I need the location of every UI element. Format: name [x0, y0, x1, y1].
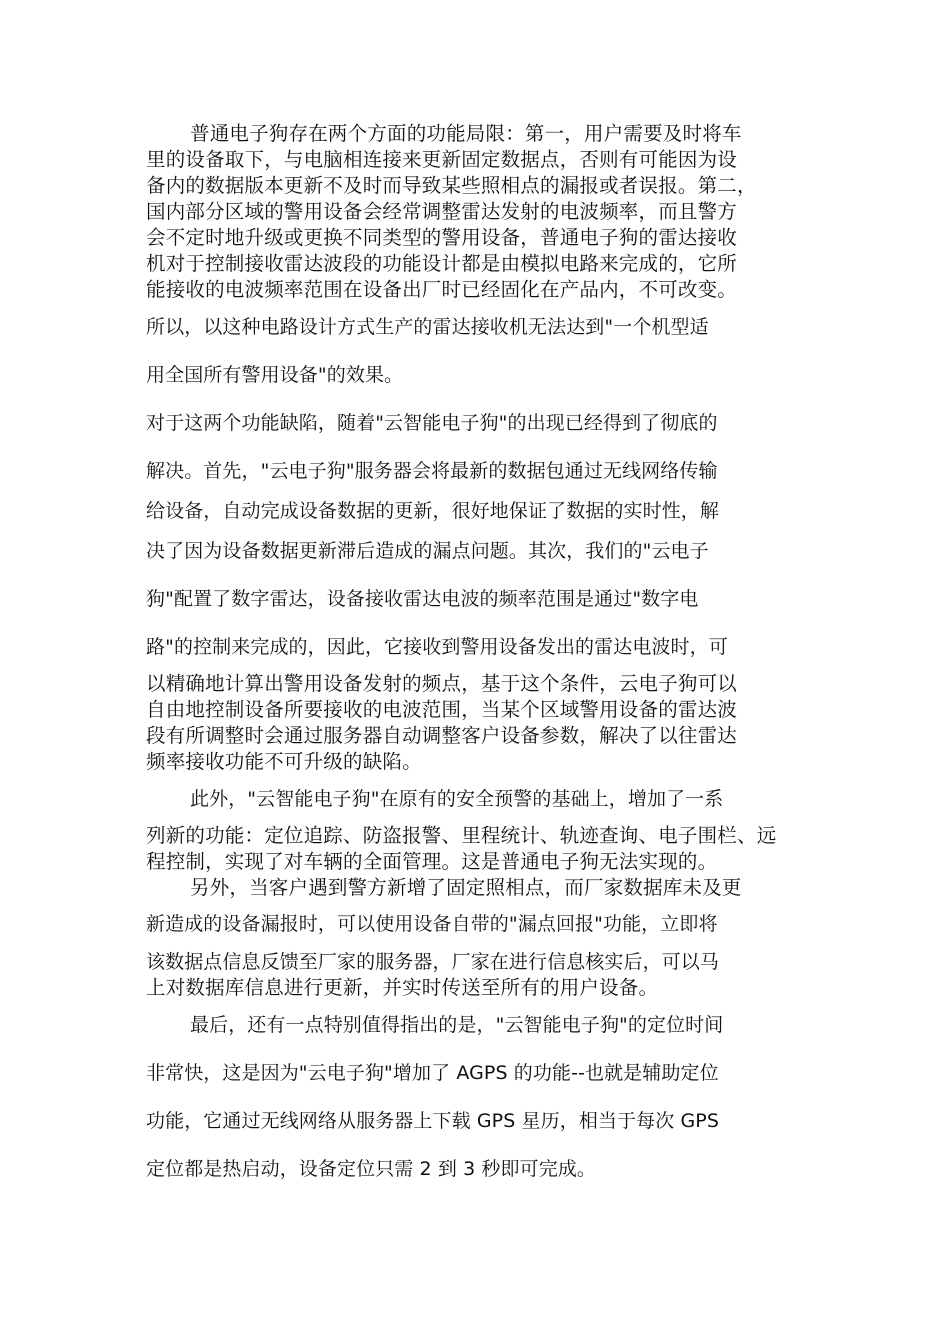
paragraph-2-line-3: 给设备，自动完成设备数据的更新，很好地保证了数据的实时性，解: [146, 500, 720, 522]
paragraph-4-line-3: 该数据点信息反馈至厂家的服务器，厂家在进行信息核实后，可以马: [146, 951, 720, 973]
paragraph-4-line-2: 新造成的设备漏报时，可以使用设备自带的"漏点回报"功能，立即将: [146, 913, 718, 935]
paragraph-1-line-3: 备内的数据版本更新不及时而导致某些照相点的漏报或者误报。第二，: [146, 174, 757, 197]
paragraph-1-line-8: 所以，以这种电路设计方式生产的雷达接收机无法达到"一个机型适: [146, 316, 709, 338]
paragraph-5-line-2: 非常快，这是因为"云电子狗"增加了 AGPS 的功能--也就是辅助定位: [146, 1062, 719, 1084]
paragraph-2-line-8: 自由地控制设备所要接收的电波范围，当某个区域警用设备的雷达波: [146, 698, 738, 721]
paragraph-1-line-4: 国内部分区域的警用设备会经常调整雷达发射的电波频率，而且警方: [146, 200, 738, 223]
paragraph-1-line-9: 用全国所有警用设备"的效果。: [146, 364, 404, 386]
paragraph-3-line-1: 此外，"云智能电子狗"在原有的安全预警的基础上，增加了一系: [190, 788, 724, 810]
paragraph-5-line-3: 功能，它通过无线网络从服务器上下载 GPS 星历，相当于每次 GPS: [146, 1110, 720, 1132]
paragraph-1-line-6: 机对于控制接收雷达波段的功能设计都是由模拟电路来完成的，它所: [146, 252, 738, 275]
paragraph-1-line-5: 会不定时地升级或更换不同类型的警用设备，普通电子狗的雷达接收: [146, 226, 738, 249]
paragraph-5-line-1: 最后，还有一点特别值得指出的是，"云智能电子狗"的定位时间: [190, 1014, 724, 1036]
paragraph-1-line-7: 能接收的电波频率范围在设备出厂时已经固化在产品内，不可改变。: [146, 278, 738, 301]
paragraph-2-line-2: 解决。首先，"云电子狗"服务器会将最新的数据包通过无线网络传输: [146, 460, 718, 482]
paragraph-2-line-7: 以精确地计算出警用设备发射的频点，基于这个条件，云电子狗可以: [146, 672, 738, 695]
paragraph-2-line-1: 对于这两个功能缺陷，随着"云智能电子狗"的出现已经得到了彻底的: [146, 412, 718, 434]
paragraph-1-line-2: 里的设备取下，与电脑相连接来更新固定数据点，否则有可能因为设: [146, 148, 738, 171]
paragraph-5-line-4: 定位都是热启动，设备定位只需 2 到 3 秒即可完成。: [146, 1158, 597, 1180]
paragraph-2-line-10: 频率接收功能不可升级的缺陷。: [146, 750, 422, 773]
paragraph-2-line-4: 决了因为设备数据更新滞后造成的漏点问题。其次，我们的"云电子: [146, 540, 709, 562]
paragraph-2-line-6: 路"的控制来完成的，因此，它接收到警用设备发出的雷达电波时，可: [146, 636, 728, 658]
paragraph-1-line-1: 普通电子狗存在两个方面的功能局限：第一，用户需要及时将车: [190, 122, 742, 145]
paragraph-2-line-5: 狗"配置了数字雷达，设备接收雷达电波的频率范围是通过"数字电: [146, 588, 699, 610]
paragraph-3-line-3: 程控制，实现了对车辆的全面管理。这是普通电子狗无法实现的。: [146, 850, 718, 873]
paragraph-3-line-2: 列新的功能：定位追踪、防盗报警、里程统计、轨迹查询、电子围栏、远: [146, 824, 777, 847]
paragraph-4-line-1: 另外，当客户遇到警方新增了固定照相点，而厂家数据库未及更: [190, 876, 742, 899]
paragraph-4-line-4: 上对数据库信息进行更新，并实时传送至所有的用户设备。: [146, 976, 659, 999]
paragraph-2-line-9: 段有所调整时会通过服务器自动调整客户设备参数，解决了以往雷达: [146, 724, 738, 747]
